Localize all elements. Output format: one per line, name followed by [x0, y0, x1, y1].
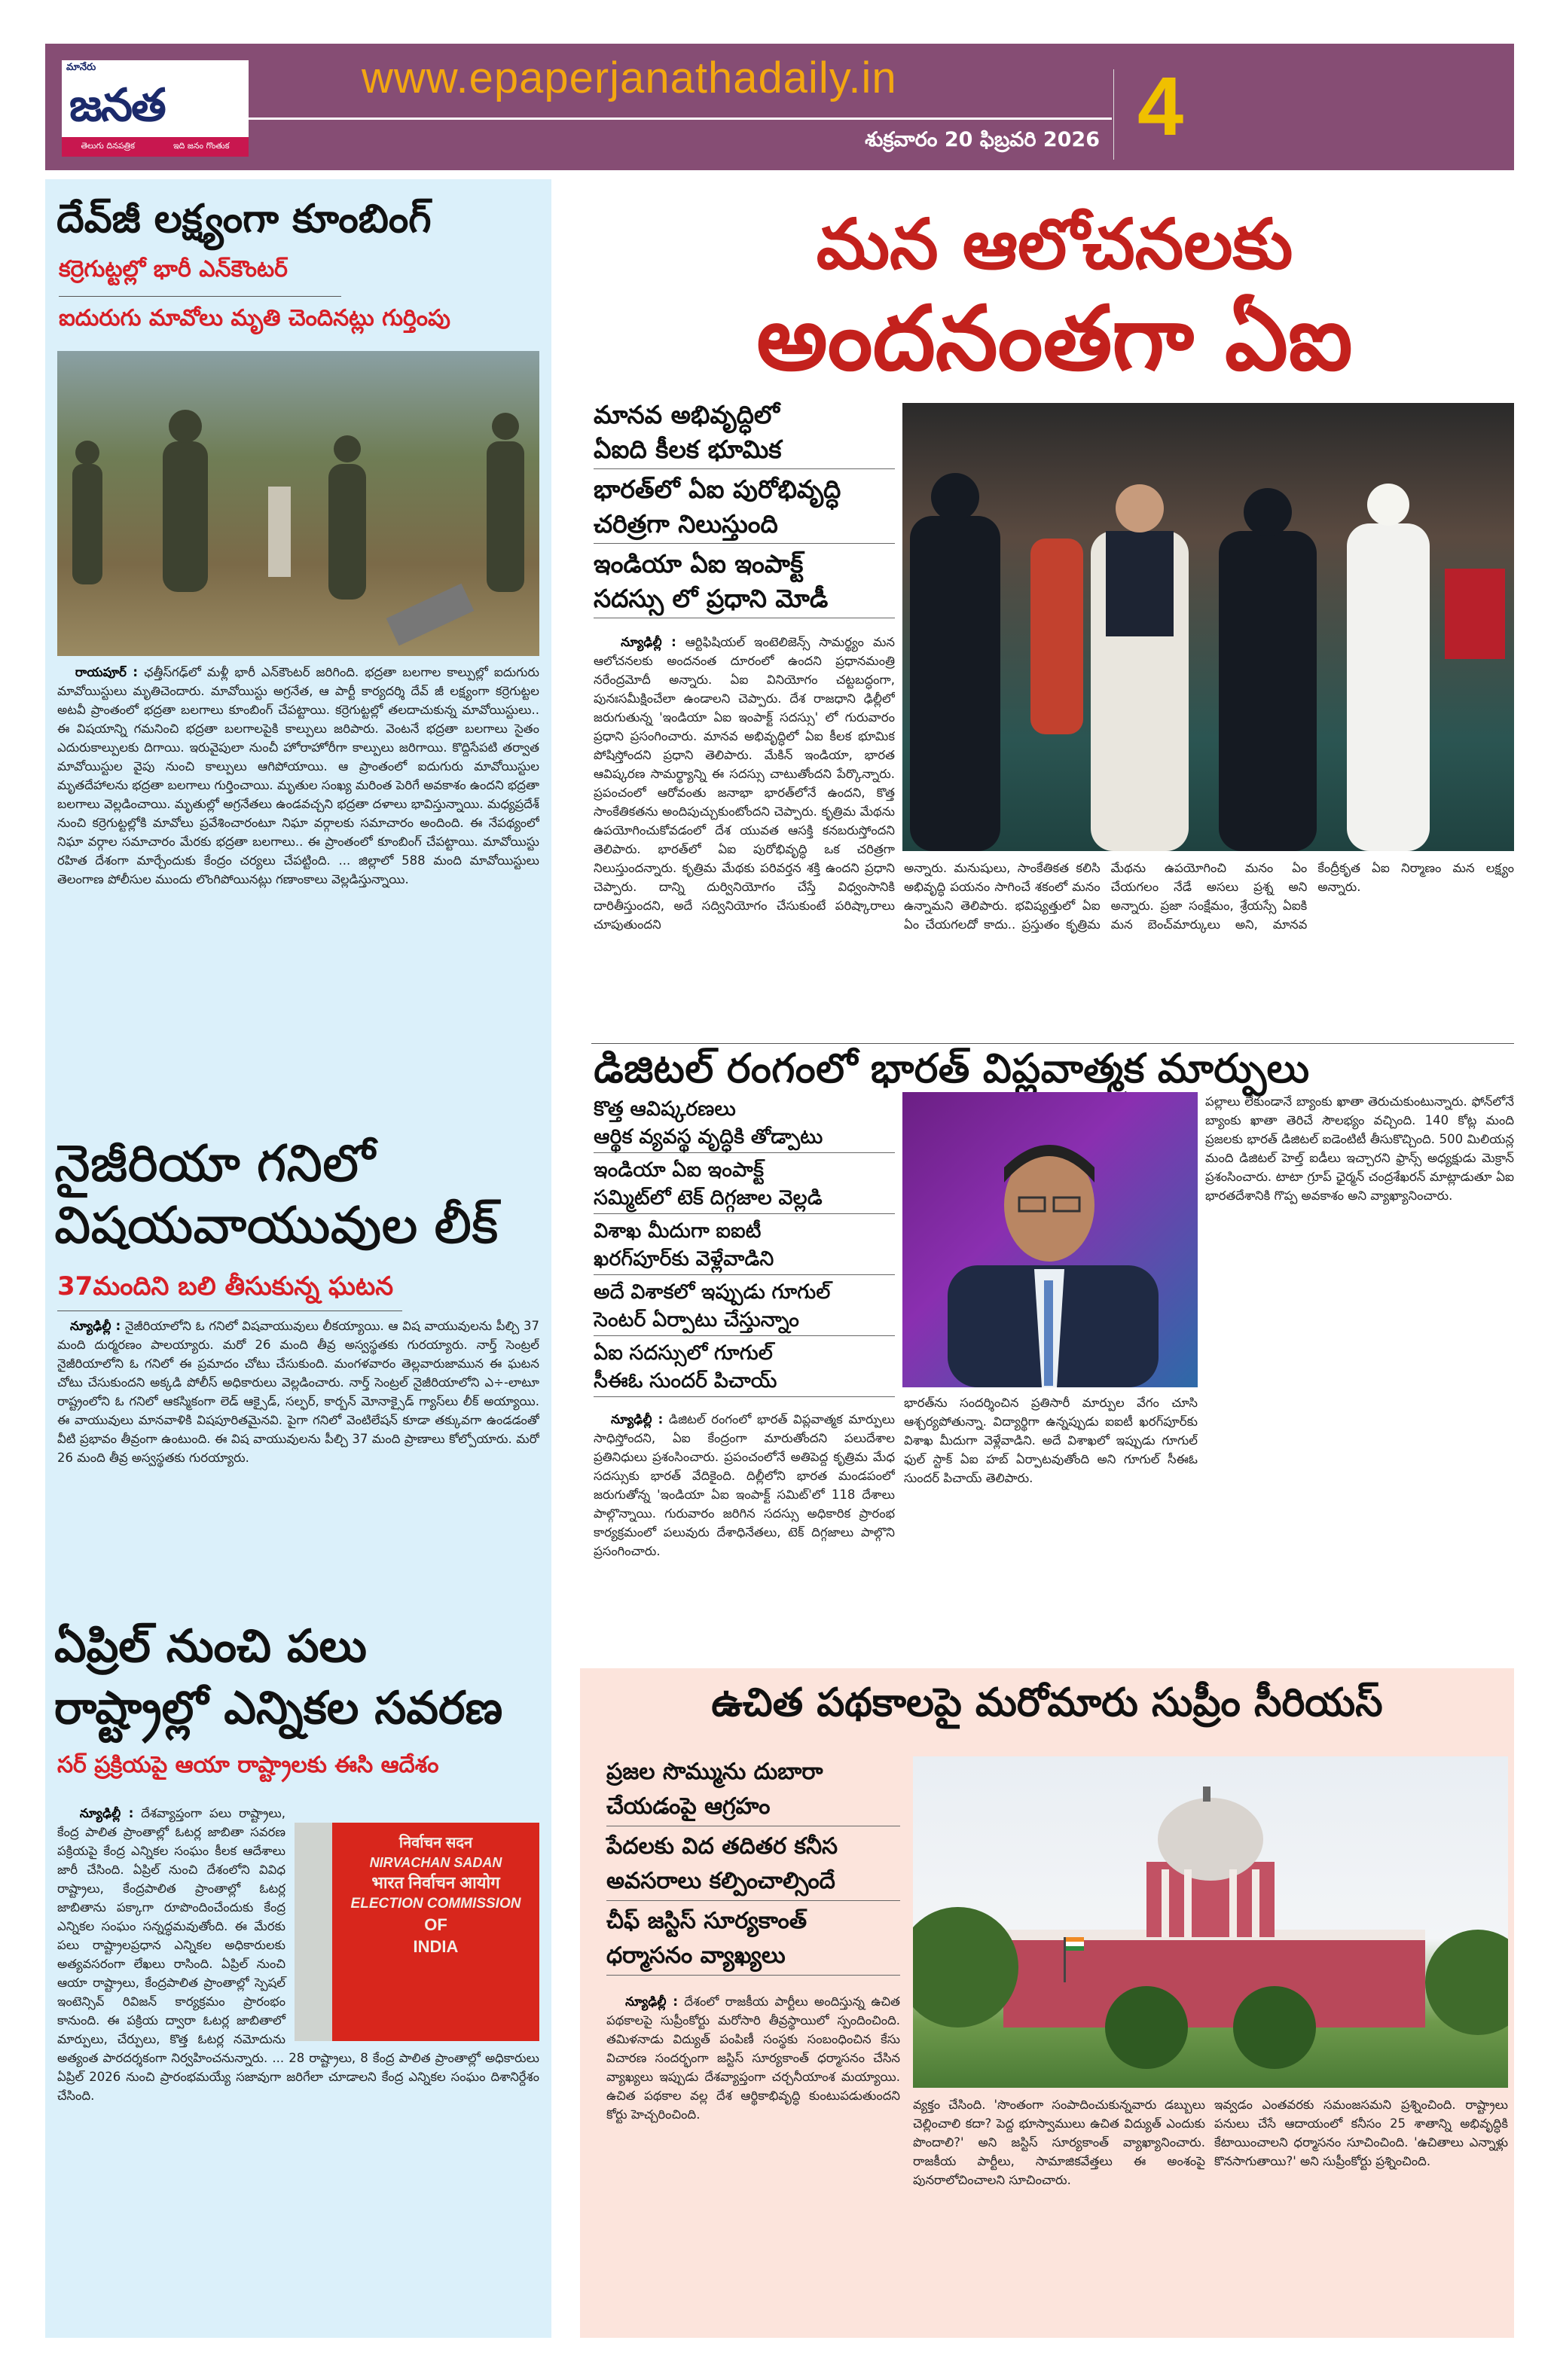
sign-text: ELECTION COMMISSION — [350, 1895, 521, 1912]
sign-text: भारत निर्वाचन आयोग — [371, 1873, 500, 1893]
deck-item: ఏఐ సదస్సులో గూగుల్ సీఈఓ సుందర్ పిచాయ్ — [594, 1339, 895, 1397]
edition-date: శుక్రవారం 20 ఫిబ్రవరి 2026 — [865, 128, 1100, 151]
headline-line: విషయవాయువుల లీక్ — [54, 1196, 499, 1256]
ai-headline — [595, 197, 1514, 390]
ai-deck — [594, 398, 895, 621]
divider — [591, 1043, 1514, 1044]
digital-headline: డిజిటల్ రంగంలో భారత్ విప్లవాత్మక మార్పులు — [594, 1045, 1310, 1092]
sign-text: INDIA — [413, 1937, 459, 1957]
digital-article-body — [594, 1410, 895, 1655]
divider — [249, 117, 1112, 120]
digital-article-right: పల్లాలు లేకుండానే బ్యాంకు ఖాతా తెరుచుకుంటున్నారు. ఫోన్‌లోనే బ్యాంకు ఖాతా తెరిచే సౌలభ్యం వచ్చింది. 140 కోట్ల మంది ప్రజలకు భారత్ డిజిటల్ ఐడెంటిటీ తీసుకొచ్చింది. 500 మిలియన్ల మంది డిజిటల్ హెల్త్ ఐడీలు ఇచ్చారని ఫ్రాన్స్ అధ్యక్షుడు మెక్రాన్ ప్రశంసించారు. టాటా గ్రూప్ ఛైర్మన్ చంద్రశేఖరన్ మాట్లాడుతూ ఏఐ భారతదేశానికి గొప్ప అవకాశం అని వ్యాఖ్యానించారు. — [1205, 1094, 1514, 1203]
deck-item: కొత్త ఆవిష్కరణలు ఆర్థిక వ్యవస్థ వృద్ధికి తోడ్పాటు — [594, 1095, 895, 1153]
sign-text: NIRVACHAN SADAN — [369, 1855, 502, 1870]
logo-name: జనత — [69, 79, 165, 132]
maoist-headline: దేవ్‌జీ లక్ష్యంగా కూంబింగ్ — [56, 197, 432, 242]
page-number: 4 — [1137, 60, 1184, 153]
dateline: న్యూఢిల్లీ : — [625, 1994, 678, 2009]
digital-deck — [594, 1095, 895, 1400]
headline-line: అందనంతగా ఏఐ — [756, 286, 1353, 390]
article-text: నైజీరియాలోని ఓ గనిలో విషవాయువులు లీకయ్యాయి. ఆ విష వాయువులను పీల్చి 37 మంది దుర్మరణం పాలయ్యారు. మరో 26 మంది తీవ్ర అస్వస్థతకు గురయ్యారు. నార్త్ సెంట్రల్ నైజీరియాలోని ఓ గనిలో ఈ ప్రమాదం చోటు చేసుకుంది. మంగళవారం తెల్లవారుజామున ఈ ఘటన చోటు చేసుకుందని అక్కడి పోలీస్ అధికారులు వెల్లడించారు. నార్త్ సెంట్రల్ నైజీరియాలోని ఎ÷-లాటూ రాష్ట్రంలోని ఓ గనిలో ఆకస్మికంగా లెడ్ ఆక్సైడ్, సల్ఫర్, కార్బన్ మోనాక్సైడ్ గ్యాస్‌లు లీక్ అయ్యాయి. ఈ వాయువులు మానవాళికి విషపూరితమైనవి. పైగా గనిలో వెంటిలేషన్ కూడా తక్కువగా ఉండడంతో వీటి ప్రభావం తీవ్రంగా ఉంటుంది. ఈ విష వాయువులను పీల్చి 37 మంది ప్రాణాలు కోల్పోయారు. మరో 26 మంది తీవ్ర అస్వస్థతకు గురయ్యారు. — [57, 1319, 539, 1465]
sundar-pichai-photo — [902, 1092, 1198, 1387]
nigeria-subhead: 37మందిని బలి తీసుకున్న ఘటన — [57, 1271, 394, 1301]
sc-article-body — [606, 1992, 900, 2331]
deck-item: పేదలకు విద తదితర కనీస అవసరాలు కల్పించాల్సిందే — [606, 1829, 900, 1901]
logo-top: మానేరు — [66, 62, 96, 73]
elections-article-body — [57, 1804, 539, 2331]
article-text: డిజిటల్ రంగంలో భారత్ విప్లవాత్మక మార్పులు సాధిస్తోందని, ఏఐ కేంద్రంగా మారుతోందని పలుదేశాల ప్రతినిధులు ప్రశంసించారు. ప్రపంచంలోనే అతిపెద్ద కృత్రిమ మేధ సదస్సుకు భారత్ వేదికైంది. దిల్లీలోని భారత మండపంలో జరుగుతోన్న 'ఇండియా ఏఐ ఇంపాక్ట్ సమిట్'లో 118 దేశాలు పాల్గొన్నాయి. గురువారం జరిగిన సదస్సు అధికారిక ప్రారంభ కార్యక్రమంలో పలువురు దేశాధినేతలు, టెక్ దిగ్గజాలు పాల్గొని ప్రసంగించారు. — [594, 1412, 895, 1558]
security-forces-photo — [57, 351, 539, 656]
modi-summit-photo — [902, 403, 1514, 851]
headline-line: నైజీరియా గనిలో — [54, 1134, 376, 1194]
nigeria-headline — [54, 1134, 499, 1257]
masthead — [45, 44, 1514, 170]
digital-article-continued: భారత్‌ను సందర్శించిన ప్రతిసారీ మార్పుల వేగం చూసి ఆశ్చర్యపోతున్నా. విద్యార్థిగా ఉన్నప్పుడు ఐఐటీ ఖరగ్‌పూర్‌కు విశాఖ మీదుగా వెళ్లేవాడిని. అదే విశాఖలో ఇప్పుడు గూగుల్ ఫుల్ స్టాక్ ఏఐ హబ్ ఏర్పాటవుతోంది అని గూగుల్ సీఈఓ సుందర్ పిచాయ్ తెలిపారు. — [904, 1396, 1198, 1485]
maoist-article-body — [57, 663, 539, 1124]
deck-item: ప్రజల సొమ్మును దుబారా చేయడంపై ఆగ్రహం — [606, 1755, 900, 1826]
deck-item: విశాఖ మీదుగా ఐఐటీ ఖరగ్‌పూర్‌కు వెళ్లేవాడిని — [594, 1217, 895, 1275]
nigeria-article-body — [57, 1317, 539, 1604]
deck-item: చీఫ్ జస్టిస్ సూర్యకాంత్ ధర్మాసనం వ్యాఖ్యలు — [606, 1904, 900, 1976]
divider — [1113, 69, 1114, 160]
website-url[interactable]: www.epaperjanathadaily.in — [362, 53, 897, 102]
sc-article-continued: వ్యక్తం చేసింది. 'సొంతంగా సంపాదించుకున్నవారు డబ్బులు చెల్లించాలి కదా? పెద్ద భూస్వాములు ఉచిత విద్యుత్ ఎందుకు పొందాలి?' అని జస్టిస్ సూర్యకాంత్ వ్యాఖ్యానించారు. రాజకీయ పార్టీలు, సామాజికవేత్తలు ఈ అంశంపై పునరాలోచించాలని సూచించారు. — [913, 2098, 1205, 2187]
article-text: దేశంలో రాజకీయ పార్టీలు అందిస్తున్న ఉచిత పథకాలపై సుప్రీంకోర్టు మరోసారి తీవ్రస్థాయిలో స్పందించింది. తమిళనాడు విద్యుత్ పంపిణీ సంస్థకు సంబంధించిన కేసు విచారణ సందర్భంగా జస్టిస్ సూర్యకాంత్ ధర్మాసనం చేసిన వ్యాఖ్యలు ఇప్పుడు దేశవ్యాప్తంగా చర్చనీయాంశ మయ్యాయి. ఉచిత పథకాల వల్ల దేశ ఆర్థికాభివృద్ధి కుంటుపడుతుందని కోర్టు హెచ్చరించింది. — [606, 1994, 900, 2122]
article-text: ఆర్టిఫిషియల్ ఇంటెలిజెన్స్ సామర్థ్యం మన ఆలోచనలకు అందనంత దూరంలో ఉందని ప్రధానమంత్రి నరేంద్రమోదీ అన్నారు. ఏఐ వినియోగం చట్టబద్ధంగా, పునఃసమీక్షించేలా ఉండాలని చెప్పారు. దేశ రాజధాని ఢిల్లీలో జరుగుతున్న 'ఇండియా ఏఐ ఇంపాక్ట్ సదస్సు' లో గురువారం ప్రధాని ప్రసంగించారు. మానవ అభివృద్ధిలో ఏఐ కీలక భూమిక పోషిస్తోందని ప్రధాని తెలిపారు. మేకిన్ ఇండియా, భారత ఆవిష్కరణ సామర్థ్యాన్ని ఈ సదస్సు చాటుతోందని పేర్కొన్నారు. ప్రపంచంలో ఆరోవంతు జనాభా భారత్‌లోనే ఉందని, కొత్త సాంకేతికతను అందిపుచ్చుకుంటోందని చెప్పారు. కృత్రిమ మేథను ఉపయోగించుకోవడంలో దేశ యువత ఆసక్తి కనబరుస్తోందని తెలిపారు. భారత్‌లో ఏఐ పురోభివృద్ధి ఒక చరిత్రగా నిలుస్తుందన్నారు. కృత్రిమ మేథకు పరివర్తన శక్తి ఉందని ప్రధాని చెప్పారు. దాన్ని దుర్వినియోగం చేస్తే విధ్వంసానికి దారితీస్తుందని, అదే సద్వినియోగం చేసుకుంటే పరిష్కారాలు చూపుతుందని — [594, 635, 895, 932]
sc-article-right: ఇవ్వడం ఎంతవరకు సమంజసమని ప్రశ్నించింది. రాష్ట్రాలు పనులు చేసే ఆదాయంలో కనీసం 25 శాతాన్ని అభివృద్ధికి కేటాయించాలని ధర్మాసనం సూచించింది. 'ఉచితాలు ఎన్నాళ్లు కొనసాగుతాయి?' అని సుప్రీంకోర్టు ప్రశ్నించింది. — [1214, 2098, 1508, 2168]
sign-text: निर्वाचन सदन — [398, 1835, 473, 1851]
headline-line: మన ఆలోచనలకు — [816, 204, 1293, 285]
janatha-logo[interactable] — [62, 60, 249, 157]
divider — [59, 296, 341, 297]
dateline: రాయపూర్ : — [75, 665, 139, 679]
maoist-subhead-2: ఐదురుగు మావోలు మృతి చెందినట్లు గుర్తింపు — [59, 305, 450, 331]
ai-article-continued: అన్నారు. మనుషులు, సాంకేతికత కలిసి అభివృద్ధి పయనం సాగించే శకంలో మనం ఉన్నామని తెలిపారు. భవిష్యత్తులో ఏఐ ఏం చేయగలదో కాదు.. ప్రస్తుతం కృత్రిమ మేథను ఉపయోగించి మనం ఏం చేయగలం నేడే అసలు ప్రశ్న అని అన్నారు. ప్రజా సంక్షేమం, శ్రేయస్సే ఏఐకి మన బెంచ్‌మార్కులు అని, మానవ కేంద్రీకృత ఏఐ నిర్మాణం మన లక్ష్యం అన్నారు. — [904, 861, 1514, 932]
article-text: దేశవ్యాప్తంగా పలు రాష్ట్రాలు, కేంద్ర పాలిత ప్రాంతాల్లో ఓటర్ల జాబితా సవరణ పక్రియపై కేంద్ర ఎన్నికల సంఘం కీలక ఆదేశాలు జారీ చేసింది. ఏప్రిల్ నుంచి దేశంలోని వివిధ రాష్ట్రాలు, కేంద్రపాలిత ప్రాంతాల్లో ఓటర్ల జాబితాను పక్కాగా రూపొందించేందుకు కేంద్ర ఎన్నికల సంఘం సన్నద్ధమవుతోంది. ఈ మేరకు పలు రాష్ట్రాలప్రధాన ఎన్నికల అధికారులకు అత్యవసరంగా లేఖలు రాసింది. ఏప్రిల్ నుంచి ఆయా రాష్ట్రాలు, కేంద్రపాలిత ప్రాంతాల్లో స్పెషల్ ఇంటెన్సివ్ రివిజన్ కార్యక్రమం ప్రారంభం కానుంది. ఈ పక్రియ ద్వారా ఓటర్ల జాబితాలో మార్పులు, చేర్పులు, కొత్త ఓటర్ల నమోదును అత్యంత పారదర్శకంగా నిర్వహించనున్నారు. ... 28 రాష్ట్రాలు, 8 కేంద్ర పాలిత ప్రాంతాల్లో అధికారులు ఏప్రిల్ 2026 నుంచి ప్రారంభమయ్యే సజావుగా జరిగేలా చూడాలని కేంద్ర ఎన్నికల సంఘం దిశానిర్దేశం చేసింది. — [57, 1806, 539, 2103]
deck-item: భారత్‌లో ఏఐ పురోభివృద్ధి చరిత్రగా నిలుస్తుంది — [594, 472, 895, 544]
supreme-court-photo — [913, 1756, 1508, 2088]
elections-headline — [54, 1616, 502, 1739]
logo-tag-right: ఇది జనం గొంతుక — [172, 141, 230, 151]
logo-tag-left: తెలుగు దినపత్రిక — [81, 141, 135, 151]
sc-headline: ఉచిత పథకాలపై మరోమారు సుప్రీం సీరియస్ — [711, 1680, 1383, 1726]
headline-line: రాష్ట్రాల్లో ఎన్నికల సవరణ — [54, 1682, 503, 1735]
election-commission-photo — [295, 1823, 539, 2041]
deck-item: ఇండియా ఏఐ ఇంపాక్ట్ సమ్మిట్‌లో టెక్ దిగ్గజాల వెల్లడి — [594, 1156, 895, 1214]
deck-item: అదే విశాకలో ఇప్పుడు గూగుల్ సెంటర్ ఏర్పాటు చేస్తున్నాం — [594, 1278, 895, 1336]
headline-line: ఏప్రిల్ నుంచి పలు — [54, 1620, 367, 1673]
ai-article-body — [594, 633, 895, 1037]
maoist-subhead: కర్రెగుట్టల్లో భారీ ఎన్‌కౌంటర్ — [59, 256, 288, 282]
sc-deck — [606, 1755, 900, 1979]
dateline: న్యూఢిల్లీ : — [70, 1319, 121, 1333]
dateline: న్యూఢిల్లీ : — [79, 1806, 134, 1820]
deck-item: మానవ అభివృద్ధిలో ఏఐది కీలక భూమిక — [594, 398, 895, 469]
deck-item: ఇండియా ఏఐ ఇంపాక్ట్ సదస్సు లో ప్రధాని మోడీ — [594, 547, 895, 618]
dateline: న్యూఢిల్లీ : — [611, 1412, 664, 1426]
sign-text: OF — [424, 1915, 447, 1934]
article-text: ఛత్తీస్‌గఢ్‌లో మళ్లీ భారీ ఎన్‌కౌంటర్ జరిగింది. భద్రతా బలగాల కాల్పుల్లో ఐదుగురు మావోయిస్టులు మృతిచెందారు. మావోయిస్టు అగ్రనేత, ఆ పార్టీ కార్యదర్శి దేవ్ జీ లక్ష్యంగా కర్రెగుట్టల అటవీ ప్రాంతంలో భద్రతా బలగాలు కూంబింగ్ చేపట్టాయి. కర్రెగుట్టల్లో తలదాచుకున్న మావోయిస్టులు.. ఈ విషయాన్ని గమనించి భద్రతా బలగాలపైకి కాల్పులు జరిపారు. వెంటనే భద్రతా బలగాలు సైతం ఎదురుకాల్పులకు దిగాయి. ఇరువైపులా నుంచీ హోరాహోరీగా కాల్పులు జరిగాయి. కొద్దిసేపటి తర్వాత మావోయిస్టుల వైపు నుంచి కాల్పులు ఆగిపోయాయి. ఆ ప్రాంతంలో ఐదుగురు మావోయిస్టుల మృతదేహాలను భద్రతా బలగాలు గుర్తించాయి. మృతుల సంఖ్య మరింత పెరిగే అవకాశం ఉందని భద్రతా బలగాలు వెల్లడించాయి. మృతుల్లో అగ్రనేతలు ఉండవచ్చని భద్రతా దళాలు భావిస్తున్నాయి. మధ్యప్రదేశ్ నుంచి కర్రెగుట్టల్లోకి మావోలు ప్రవేశించారంటూ నిఘా వర్గాలకు సమాచారం అందింది. ఈ నేపథ్యంలో నిఘా వర్గాల సమాచారం మేరకు భద్రతా బలగాలు.. ఈ ప్రాంతంలో కూంబింగ్ చేపట్టాయి. మావోయిస్టు రహిత దేశంగా మార్చేందుకు కేంద్రం చర్యలు చేపట్టింది. ... జిల్లాలో 588 మంది మావోయిస్టులు తెలంగాణ పోలీసుల ముందు లొంగిపోయినట్లు గణాంకాలు వెల్లడిస్తున్నాయి. — [57, 665, 539, 886]
elections-subhead: సర్ ప్రక్రియపై ఆయా రాష్ట్రాలకు ఈసి ఆదేశం — [57, 1752, 439, 1778]
dateline: న్యూఢిల్లీ : — [621, 635, 676, 649]
